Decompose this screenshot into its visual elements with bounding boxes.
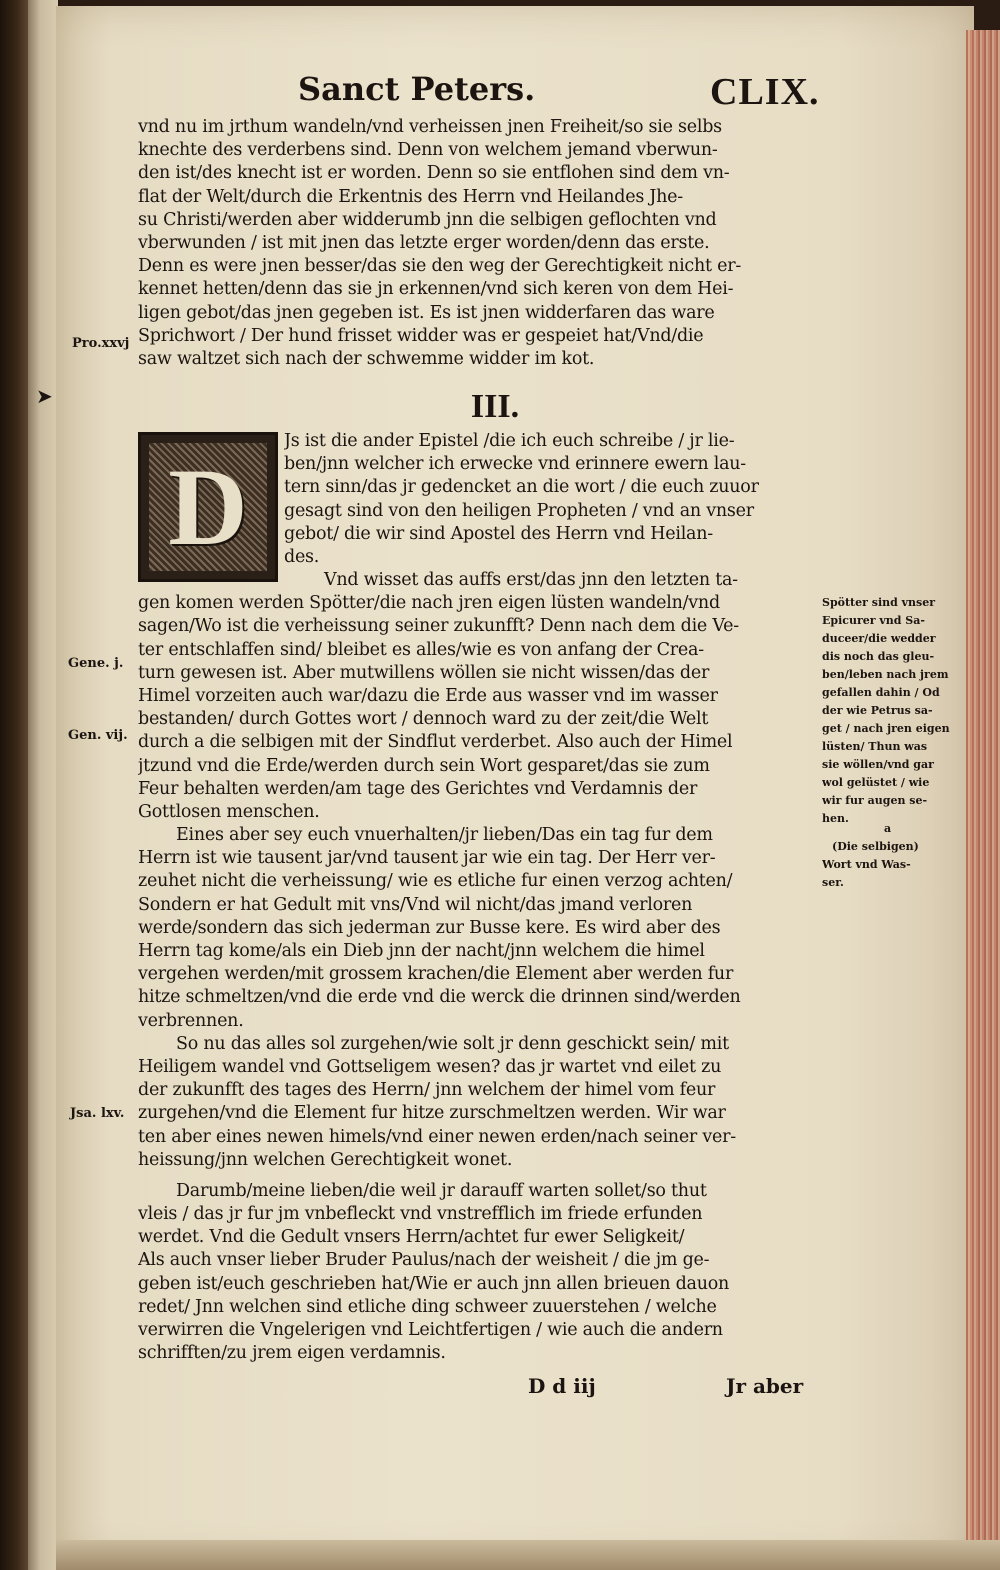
text-line: ter entschlaffen sind/ bleibet es alles/wie es von anfang der Crea- (138, 639, 704, 660)
text-line: werde/sondern das sich jederman zur Busse kere. Es wird aber des (138, 917, 721, 938)
text-line: des. (284, 546, 320, 567)
text-line: heissung/jnn welchen Gerechtigkeit wonet. (138, 1149, 513, 1170)
text-line: knechte des verderbens sind. Denn von welchem jemand vberwun- (138, 140, 718, 161)
text-line: werdet. Vnd die Gedult vnsers Herrn/achtet fur ewer Seligkeit/ (138, 1227, 685, 1248)
text-line: durch a die selbigen mit der Sindflut verderbet. Also auch der Himel (138, 732, 733, 753)
text-line: Denn es were jnen besser/das sie den weg der Gerechtigkeit nicht er- (138, 256, 741, 277)
text-line: sagen/Wo ist die verheissung seiner zukunfft? Denn nach dem die Ve- (138, 616, 739, 637)
side-gloss-word-water (822, 820, 972, 892)
text-line: ligen gebot/das jnen gegeben ist. Es ist jnen widderfaren das ware (138, 302, 715, 323)
gloss-line: Wort vnd Was- (822, 858, 911, 871)
text-line: verbrennen. (138, 1010, 244, 1031)
text-line: Himel vorzeiten auch war/dazu die Erde aus wasser vnd im wasser (138, 685, 718, 706)
gloss-line: a (884, 822, 892, 835)
text-line: gebot/ die wir sind Apostel des Herrn vnd Heilan- (284, 523, 713, 544)
text-line: Herrn tag kome/als ein Dieb jnn der nacht/jnn welchem die himel (138, 941, 705, 961)
gloss-line: sie wöllen/vnd gar (822, 758, 934, 771)
text-line: Als auch vnser lieber Bruder Paulus/nach der weisheit / die jm ge- (138, 1250, 710, 1271)
text-line: den ist/des knecht ist er worden. Denn so sie entflohen sind dem vn- (138, 163, 730, 184)
text-line: Vnd wisset das auffs erst/das jnn den letzten ta- (324, 570, 738, 590)
gloss-line: ser. (822, 876, 844, 889)
gloss-line: wir fur augen se- (822, 794, 928, 807)
text-line: schrifften/zu jrem eigen verdamnis. (138, 1343, 446, 1364)
text-line: gen komen werden Spötter/die nach jren eigen lüsten wandeln/vnd (138, 593, 720, 614)
ink-mark-icon: ➤ (36, 384, 53, 408)
gloss-line: der wie Petrus sa- (822, 704, 933, 717)
gloss-line: (Die selbigen) (832, 840, 919, 853)
text-line: Gottlosen menschen. (138, 801, 320, 822)
facing-page-strip (28, 0, 58, 1570)
gloss-line: hen. (822, 812, 849, 825)
text-line: vleis / das jr fur jm vnbefleckt vnd vnstrefflich im friede erfunden (138, 1204, 703, 1225)
text-line: jtzund vnd die Erde/werden durch sein Wort gesparet/das sie zum (138, 755, 710, 776)
gloss-line: lüsten/ Thun was (822, 740, 928, 753)
gloss-line: duceer/die wedder (822, 632, 936, 645)
text-line: ten aber eines newen himels/vnd einer newen erden/nach seiner ver- (138, 1126, 736, 1147)
text-line: turn gewesen ist. Aber mutwillens wöllen sie nicht wissen/das der (138, 662, 710, 683)
text-line: zeuhet nicht die verheissung/ wie es etliche fur einen verzog achten/ (138, 871, 733, 892)
text-line: flat der Welt/durch die Erkentnis des Herrn vnd Heilandes Jhe- (138, 186, 683, 207)
text-line: vberwunden / ist mit jnen das letzte erger worden/denn das erste. (138, 232, 710, 253)
text-line: Js ist die ander Epistel /die ich euch schreibe / jr lie- (284, 431, 735, 451)
margin-note-proverbs: Pro.xxvj (72, 336, 130, 351)
running-header-title: Sanct Peters. (298, 70, 536, 108)
text-line: saw waltzet sich nach der schwemme widder im kot. (138, 348, 595, 369)
text-line: gesagt sind von den heiligen Propheten / vnd an vnser (284, 500, 754, 521)
text-line: So nu das alles sol zurgehen/wie solt jr denn geschickt sein/ mit (176, 1033, 729, 1054)
text-line: der zukunfft des tages des Herrn/ jnn welchem der himel vom feur (138, 1080, 716, 1101)
side-gloss-scoffers (822, 594, 972, 828)
text-line: Sondern er hat Gedult mit vns/Vnd wil nicht/das jmand verloren (138, 894, 693, 915)
initial-paragraph (284, 430, 824, 569)
chapter-heading: III. (470, 388, 520, 425)
decorated-initial (138, 432, 278, 582)
text-line: geben ist/euch geschrieben hat/Wie er auch jnn allen brieuen dauon (138, 1273, 730, 1294)
text-line: Heiligem wandel vnd Gottseligem wesen? das jr wartet vnd eilet zu (138, 1056, 722, 1077)
gloss-line: dis noch das gleu- (822, 650, 935, 663)
gloss-line: Epicurer vnd Sa- (822, 614, 925, 627)
gloss-line: Spötter sind vnser (822, 596, 936, 609)
text-line: ben/jnn welcher ich erwecke vnd erinnere ewern lau- (284, 454, 746, 475)
text-line: Sprichwort / Der hund frisset widder was er gespeiet hat/Vnd/die (138, 325, 704, 346)
text-line: Eines aber sey euch vnuerhalten/jr lieben/Das ein tag fur dem (176, 825, 713, 846)
text-line: vnd nu im jrthum wandeln/vnd verheissen jnen Freiheit/so sie selbs (138, 117, 722, 137)
initial-letter: D (168, 445, 248, 568)
text-line: bestanden/ durch Gottes wort / dennoch ward zu der zeit/die Welt (138, 709, 709, 730)
book-cover-edge (0, 0, 28, 1570)
page-edges-bottom (56, 1540, 1000, 1570)
text-line: verwirren die Vngelerigen vnd Leichtfertigen / wie auch die andern (138, 1320, 723, 1340)
gloss-line: get / nach jren eigen (822, 722, 950, 735)
folio-number: CLIX. (710, 71, 820, 113)
margin-note-isaiah: Jsa. lxv. (70, 1106, 125, 1121)
text-line: hitze schmeltzen/vnd die erde vnd die werck die drinnen sind/werden (138, 987, 741, 1008)
top-paragraph (138, 116, 818, 371)
main-text (138, 569, 818, 1365)
margin-note-genesis-7: Gen. vij. (68, 728, 128, 743)
text-line: redet/ Jnn welchen sind etliche ding schweer zuuerstehen / welche (138, 1296, 717, 1317)
text-line: Feur behalten werden/am tage des Gerichtes vnd Verdamnis der (138, 778, 698, 799)
gloss-line: ben/leben nach jrem (822, 668, 949, 681)
signature-mark: D d iij (528, 1374, 596, 1398)
text-line: Darumb/meine lieben/die weil jr darauff warten sollet/so thut (176, 1180, 707, 1201)
text-line: su Christi/werden aber widderumb jnn die selbigen geflochten vnd (138, 209, 717, 230)
margin-note-genesis-1: Gene. j. (68, 656, 124, 671)
text-line: kennet hetten/denn das sie jn erkennen/vnd sich keren von dem Hei- (138, 279, 734, 300)
gloss-line: gefallen dahin / Od (822, 686, 940, 699)
gloss-line: wol gelüstet / wie (822, 776, 930, 789)
catchword: Jr aber (726, 1374, 804, 1398)
text-line: vergehen werden/mit grossem krachen/die Element aber werden fur (138, 964, 734, 985)
text-line: zurgehen/vnd die Element fur hitze zurschmeltzen werden. Wir war (138, 1103, 726, 1124)
text-line: tern sinn/das jr gedencket an die wort / die euch zuuor (284, 477, 759, 498)
text-line: Herrn ist wie tausent jar/vnd tausent jar wie ein tag. Der Herr ver- (138, 848, 716, 869)
